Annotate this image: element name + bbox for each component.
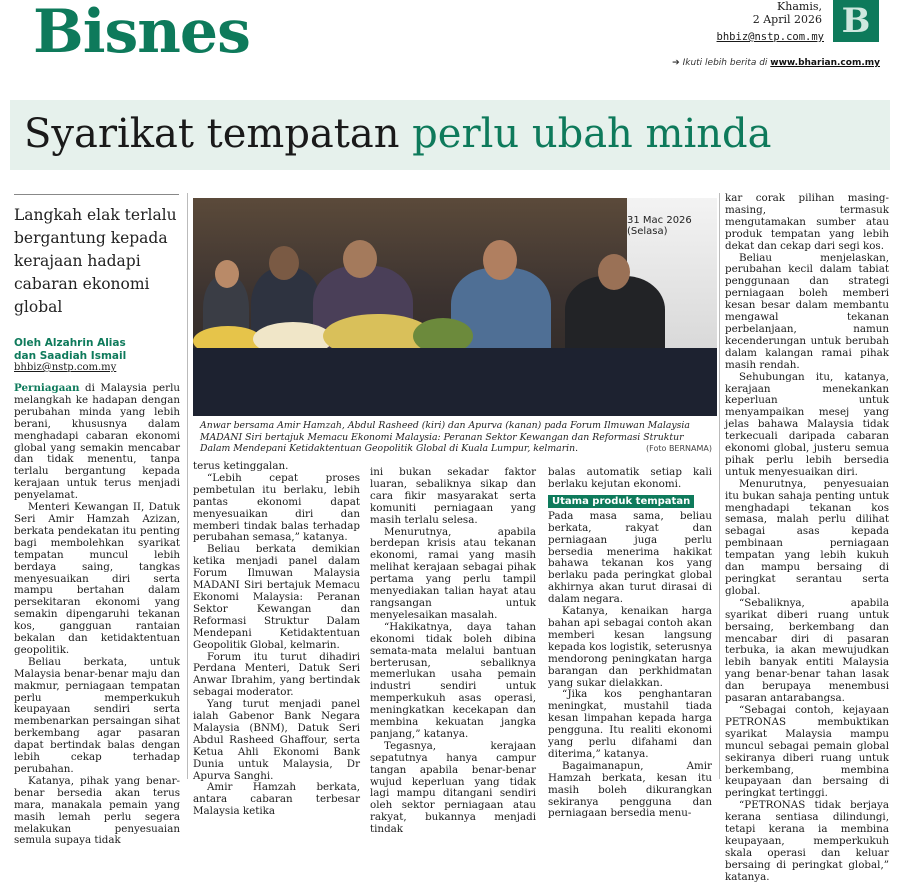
byline-line-2: dan Saadiah Ismail: [14, 349, 127, 362]
byline-email-link[interactable]: bhbiz@nstp.com.my: [14, 362, 117, 373]
paragraph: Pada masa sama, beliau berkata, rakyat dan perniagaan juga perlu bersedia menerima hakikat bahawa tekanan kos yang berlaku pada peringkat global akhirnya akan turut dirasai di dalam negara.: [548, 509, 712, 606]
paragraph: kar corak pilihan masing-masing, termasuk mengutamakan sumber atau produk tempatan yang lebih dekat dan cekap dari segi kos.: [725, 192, 889, 252]
lead-word: Perniagaan: [14, 382, 80, 394]
paragraph-text: di Malaysia perlu melangkah ke hadapan dengan perubahan minda yang lebih berani, khususnya dalam menghadapi cabaran ekonomi global yang semakin mencabar dan tidak menentu, tanpa terlalu bergantung kepada kerajaan untuk terus menjadi penyelamat.: [14, 382, 180, 502]
paragraph: Beliau berkata demikian ketika menjadi panel dalam Forum Ilmuwan Malaysia MADANI Siri bertajuk Memacu Ekonomi Malaysia: Peranan Sektor Kewangan dan Reformasi Struktur Dalam Mendepani Ketidaktentuan Geopolitik Global, kelmarin.: [193, 543, 360, 651]
section-logo: Bisnes: [33, 0, 250, 67]
article-column-1: [14, 383, 180, 847]
paragraph: Bagaimanapun, Amir Hamzah berkata, kesan itu masih boleh dikurangkan sekiranya pengguna dan perniagaan bersedia menu-: [548, 759, 712, 820]
standfirst-rule: [14, 194, 179, 195]
contact-email-link[interactable]: bhbiz@nstp.com.my: [716, 31, 824, 43]
paragraph: terus ketinggalan.: [193, 460, 289, 472]
column-rule: [187, 193, 188, 779]
paragraph: “Hakikatnya, daya tahan ekonomi tidak boleh dibina semata-mata melalui bantuan berterusan, sebaliknya memerlukan usaha pemain industri sendiri untuk memperkukuh asas operasi, meningkatkan kecekapan dan membina kekuatan jangka panjang,” katanya.: [370, 620, 536, 740]
standfirst: Langkah elak terlalu bergantung kepada kerajaan hadapi cabaran ekonomi global: [14, 206, 177, 316]
photo-caption: Anwar bersama Amir Hamzah, Abdul Rasheed (kiri) dan Apurva (kanan) pada Forum Ilmuwan Malaysia MADANI Siri bertajuk Memacu Ekonomi Malaysia: Peranan Sektor Kewangan dan Reformasi Struktur Dalam Mendepani Ketidaktentuan Geopolitik Global di Kuala Lumpur, kelmarin.: [200, 420, 690, 455]
paragraph: Beliau menjelaskan, perubahan kecil dalam tabiat penggunaan dan strategi perniagaan boleh memberi kesan besar dalam membantu mengawal tekanan perbelanjaan, namun kecenderungan untuk berubah dalam kalangan ramai pihak masih rendah.: [725, 251, 889, 371]
byline-line-1: Oleh Alzahrin Alias: [14, 337, 126, 349]
person-head: [343, 240, 377, 278]
issue-date: [753, 0, 822, 26]
person-head: [215, 260, 239, 288]
column-rule: [719, 193, 720, 779]
paragraph: “PETRONAS tidak berjaya kerana sentiasa dilindungi, tetapi kerana ia membina keupayaan, memperkukuh skala operasi dan keluar bersaing di peringkat global,” katanya.: [725, 799, 889, 883]
paragraph: Tegasnya, kerajaan sepatutnya hanya campur tangan apabila benar-benar wujud keperluan yang tidak lagi mampu ditangani sendiri oleh sektor perniagaan atau rakyat, bukannya menjadi tindak: [370, 739, 536, 836]
edition-badge: B: [833, 0, 879, 42]
person-head: [269, 246, 299, 280]
person-head: [483, 240, 517, 280]
paragraph: Katanya, pihak yang benar-benar bersedia akan terus mara, manakala pemain yang masih lemah perlu segera melakukan penyesuaian semula supaya tidak: [14, 774, 180, 847]
paragraph: Menurutnya, apabila berdepan krisis atau tekanan ekonomi, ramai yang masih melihat kerajaan sebagai pihak pertama yang perlu tampil menyediakan talian hayat atau rangsangan untuk menyelesaikan masalah.: [370, 525, 536, 621]
paragraph: Katanya, kenaikan harga bahan api sebagai contoh akan memberi kesan langsung kepada kos logistik, seterusnya mendorong peningkatan harga barangan dan perkhidmatan yang sukar dielakkan.: [548, 605, 712, 689]
article-column-2: [193, 461, 360, 818]
paragraph: [14, 383, 180, 502]
article-column-5: [725, 193, 889, 884]
paragraph: Amir Hamzah berkata, antara cabaran terbesar Malaysia ketika: [193, 781, 360, 818]
website-link[interactable]: www.bharian.com.my: [770, 58, 880, 68]
paragraph: “Lebih cepat proses pembetulan itu berlaku, lebih pantas ekonomi dapat menyesuaikan diri dan memberi tindak balas terhadap perubahan semasa,” katanya.: [193, 471, 360, 544]
issue-date-text: 2 April 2026: [752, 13, 822, 26]
byline: [14, 337, 126, 362]
headline-part-1: Syarikat tempatan: [24, 111, 400, 157]
person-head: [598, 254, 630, 290]
paragraph: Menurutnya, penyesuaian itu bukan sahaja penting untuk menghadapi tekanan kos semasa, malah perlu dilihat sebagai asas kepada pembinaan perniagaan tempatan yang lebih kukuh dan mampu bersaing di peringkat serantau serta global.: [725, 477, 889, 597]
photo-credit: (Foto BERNAMA): [646, 444, 712, 453]
paragraph: ini bukan sekadar faktor luaran, sebaliknya sikap dan cara fikir masyarakat serta komuniti perniagaan yang masih terlalu selesa.: [370, 466, 536, 526]
subhead: Utama produk tempatan: [548, 495, 694, 508]
paragraph: Forum itu turut dihadiri Perdana Menteri, Datuk Seri Anwar Ibrahim, yang bertindak sebagai moderator.: [193, 650, 360, 699]
issue-day: Khamis,: [777, 0, 822, 13]
headline: [24, 106, 771, 162]
paragraph: “Sebagai contoh, kejayaan PETRONAS membuktikan syarikat Malaysia mampu muncul sebagai pemain global sekiranya diberi ruang untuk berkembang, membina keupayaan dan bersaing di peringkat tertinggi.: [725, 703, 889, 800]
paragraph: balas automatik setiap kali berlaku kejutan ekonomi.: [548, 466, 712, 490]
paragraph: Sehubungan itu, katanya, kerajaan menekankan keperluan untuk menyampaikan mesej yang jelas bahawa Malaysia tidak terkecuali daripada cabaran ekonomi global, justeru semua pihak perlu lebih bersedia untuk menyesuaikan diri.: [725, 370, 889, 478]
paragraph: “Sebaliknya, apabila syarikat diberi ruang untuk bersaing, berkembang dan mencabar diri di pasaran terbuka, ia akan mewujudkan lebih banyak entiti Malaysia yang benar-benar tahan lasak dan berupaya menembusi pasaran antarabangsa.: [725, 596, 889, 705]
paragraph: Menteri Kewangan II, Datuk Seri Amir Hamzah Azizan, berkata pendekatan itu penting bagi membolehkan syarikat tempatan muncul lebih berdaya saing, tangkas menyesuaikan diri serta mampu bertahan dalam persekitaran ekonomi yang semakin dipengaruhi tekanan kos, gangguan rantaian bekalan dan ketidaktentuan geopolitik.: [14, 501, 180, 656]
photo-banner-date: 31 Mac 2026 (Selasa): [627, 215, 692, 237]
follow-line: [672, 58, 880, 68]
headline-band: [10, 100, 890, 170]
photo-table: [193, 348, 717, 416]
paragraph: “Jika kos penghantaran meningkat, mustahil tiada kesan limpahan kepada harga pengguna. Itu realiti ekonomi yang perlu difahami dan diterima,” katanya.: [548, 688, 712, 760]
paragraph: Yang turut menjadi panel ialah Gabenor Bank Negara Malaysia (BNM), Datuk Seri Abdul Rasheed Ghaffour, serta Ketua Ahli Ekonomi Bank Dunia untuk Malaysia, Dr Apurva Sanghi.: [193, 698, 360, 782]
article-column-4: [548, 467, 712, 820]
paragraph: Beliau berkata, untuk Malaysia benar-benar maju dan makmur, perniagaan tempatan perlu memperkukuh keupayaan sendiri serta membenarkan persaingan sihat berkembang agar pasaran dapat bertindak balas dengan lebih cekap terhadap perubahan.: [14, 655, 180, 775]
headline-part-2: perlu ubah minda: [412, 111, 772, 157]
follow-prefix: ➔ Ikuti lebih berita di: [672, 58, 768, 68]
article-photo: [193, 198, 717, 416]
